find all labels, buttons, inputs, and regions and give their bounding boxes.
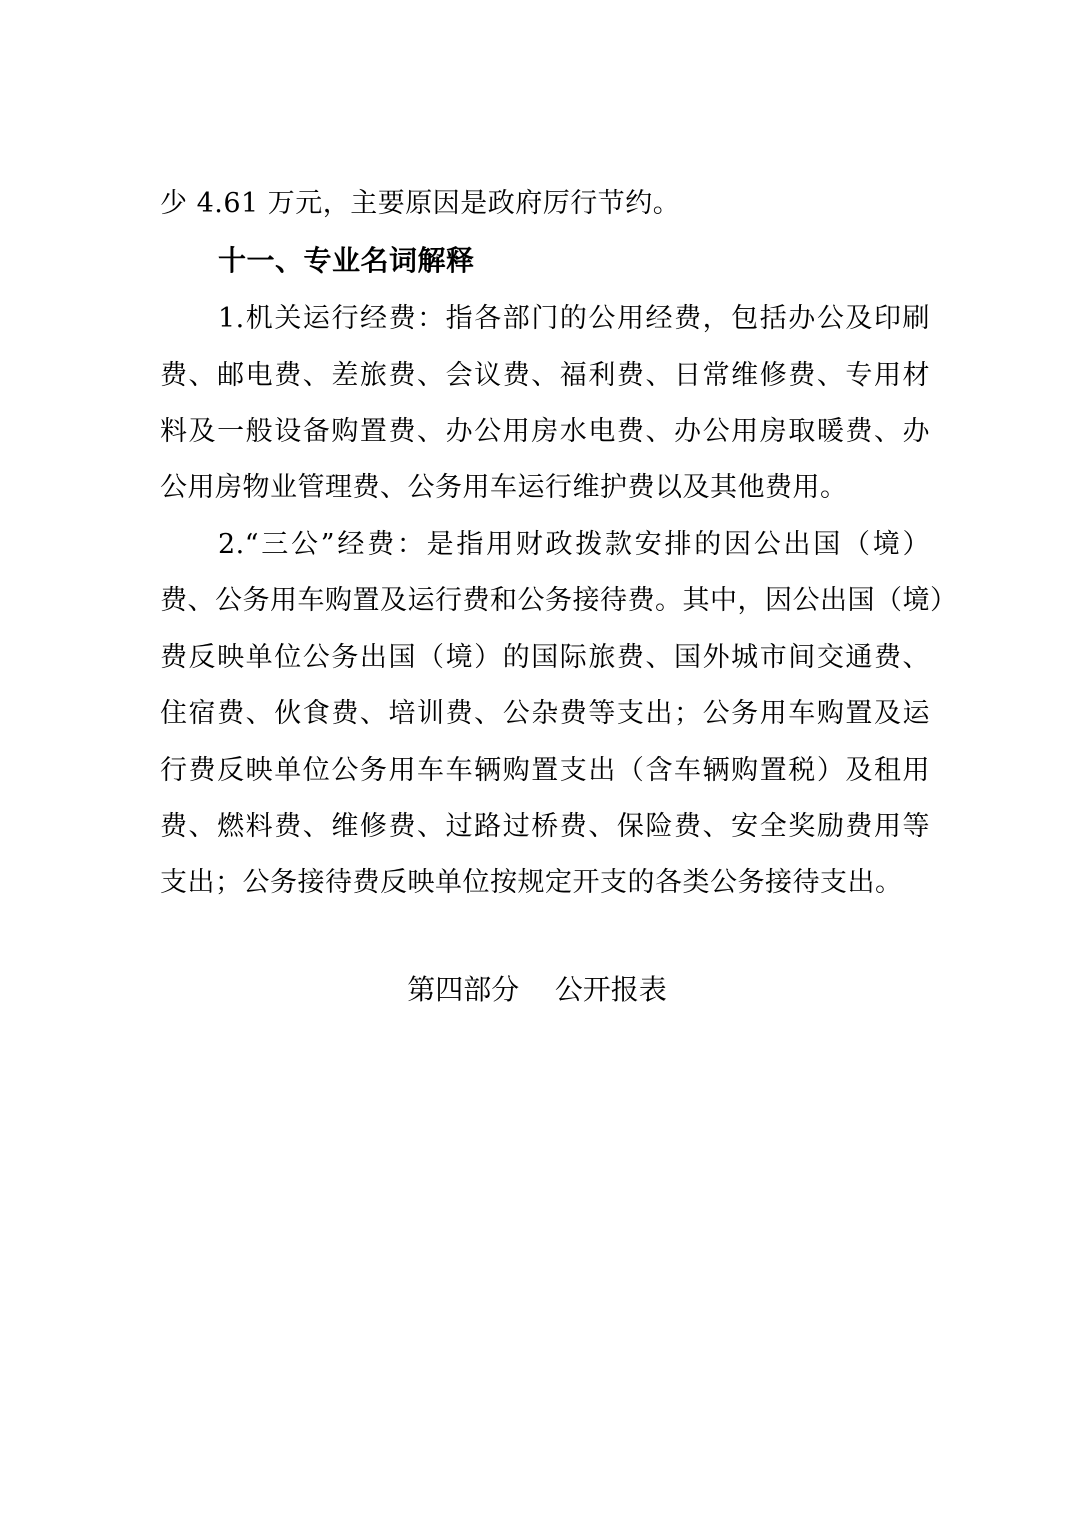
definition-1-line-2: 费、邮电费、差旅费、会议费、福利费、日常维修费、专用材: [160, 360, 930, 391]
definition-2-line-7: 支出；公务接待费反映单位按规定开支的各类公务接待支出。: [160, 867, 903, 898]
definition-1-line-3: 料及一般设备购置费、办公用房水电费、办公用房取暖费、办: [160, 416, 930, 447]
definition-2-line-2: 费、公务用车购置及运行费和公务接待费。其中，因公出国（境）: [160, 585, 958, 616]
section-heading: 十一、专业名词解释: [218, 244, 475, 277]
part-title: 第四部分 公开报表: [407, 973, 667, 1006]
definition-1-line-4: 公用房物业管理费、公务用车运行维护费以及其他费用。: [160, 472, 848, 503]
definition-2-line-3: 费反映单位公务出国（境）的国际旅费、国外城市间交通费、: [160, 642, 930, 673]
paragraph-continuation: 少 4.61 万元，主要原因是政府厉行节约。: [160, 188, 681, 219]
definition-2-line-4: 住宿费、伙食费、培训费、公杂费等支出；公务用车购置及运: [160, 698, 930, 729]
definition-2-line-6: 费、燃料费、维修费、过路过桥费、保险费、安全奖励费用等: [160, 811, 930, 842]
definition-1-line-1: 1.机关运行经费：指各部门的公用经费，包括办公及印刷: [218, 303, 930, 334]
definition-2-line-5: 行费反映单位公务用车车辆购置支出（含车辆购置税）及租用: [160, 755, 930, 786]
definition-2-line-1: 2.“三公”经费：是指用财政拨款安排的因公出国（境）: [218, 529, 930, 560]
